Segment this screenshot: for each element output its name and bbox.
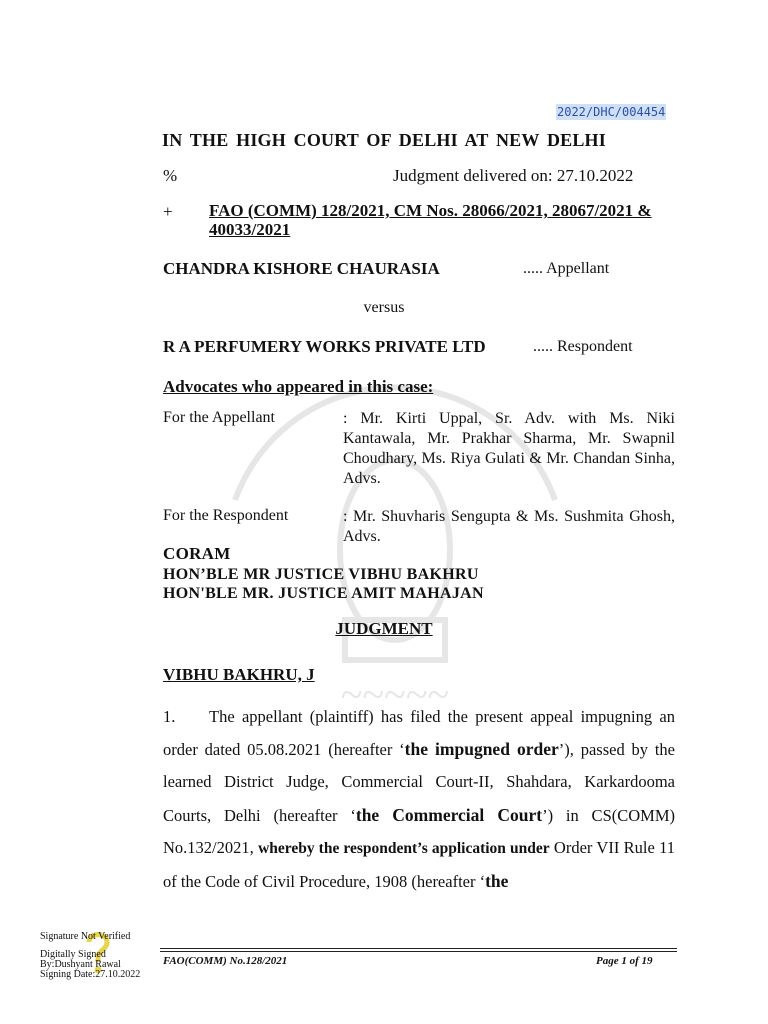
respondent-counsel-text: : Mr. Shuvharis Sengupta & Ms. Sushmita Ghosh, Advs. (343, 508, 675, 545)
paragraph-text: The appellant (plaintiff) has filed the present appeal impugning an order dated 05.08.2021 (hereafter ‘ (163, 707, 675, 760)
versus-label: versus (363, 299, 405, 316)
paragraph-text: ’), passed by the learned District Judge, Commercial Court-II, Shahdara, Karkardooma Courts, Delhi (hereafter ‘ (163, 740, 676, 825)
svg-text:~~~~~: ~~~~~ (340, 672, 450, 717)
respondent-counsel-label: For the Respondent (163, 507, 289, 524)
signature-status: Signature Not Verified (40, 931, 131, 942)
footer-case-number: FAO(COMM) No.128/2021 (163, 955, 288, 967)
paragraph-bold-term: the Commercial Court (355, 804, 543, 825)
coram-judge-2: HON'BLE MR. JUSTICE AMIT MAHAJAN (163, 585, 484, 602)
paragraph-1 (163, 701, 675, 898)
signature-signer: By:Dushyant Rawal (40, 959, 121, 970)
coram-heading: CORAM (163, 544, 231, 563)
judgment-heading: JUDGMENT (335, 619, 433, 638)
signature-date: Signing Date:27.10.2022 (40, 969, 141, 980)
paragraph-text: ’) in CS(COMM) No.132/2021, (163, 805, 675, 857)
footer-rule (160, 948, 677, 949)
coram-judge-1: HON’BLE MR JUSTICE VIBHU BAKHRU (163, 566, 479, 583)
paragraph-bold-term: whereby the respondent’s application under (258, 839, 550, 857)
signature-digital: Digitally Signed (40, 949, 106, 960)
appellant-counsel-text: : Mr. Kirti Uppal, Sr. Adv. with Ms. Niki Kantawala, Mr. Prakhar Sharma, Mr. Swapnil Choudhary, Ms. Riya Gulati & Mr. Chandan Sinha, Advs. (343, 410, 675, 487)
percent-mark: % (163, 166, 178, 185)
citation-number: 2022/DHC/004454 (557, 105, 666, 119)
paragraph-bold-term: the (485, 871, 509, 892)
respondent-role: ..... Respondent (533, 338, 633, 355)
case-number: FAO (COMM) 128/2021, CM Nos. 28066/2021, 28067/2021 & 40033/2021 (209, 201, 652, 239)
advocates-heading: Advocates who appeared in this case: (163, 377, 434, 396)
appellant-name: CHANDRA KISHORE CHAURASIA (163, 259, 440, 278)
author-judge: VIBHU BAKHRU, J (163, 665, 315, 684)
appellant-counsel-label: For the Appellant (163, 409, 275, 426)
court-title: IN THE HIGH COURT OF DELHI AT NEW DELHI (162, 130, 606, 150)
paragraph-text: Order VII Rule 11 of the Code of Civil Procedure, 1908 (hereafter ‘ (163, 837, 675, 892)
plus-mark: + (163, 202, 173, 221)
footer-page-number: Page 1 of 19 (596, 955, 653, 967)
judgment-delivered-date: Judgment delivered on: 27.10.2022 (393, 166, 634, 185)
respondent-name: R A PERFUMERY WORKS PRIVATE LTD (163, 337, 486, 356)
footer-rule (160, 951, 677, 952)
paragraph-number: 1. (163, 707, 176, 726)
paragraph-bold-term: the impugned order (404, 739, 559, 760)
appellant-role: ..... Appellant (523, 260, 610, 277)
